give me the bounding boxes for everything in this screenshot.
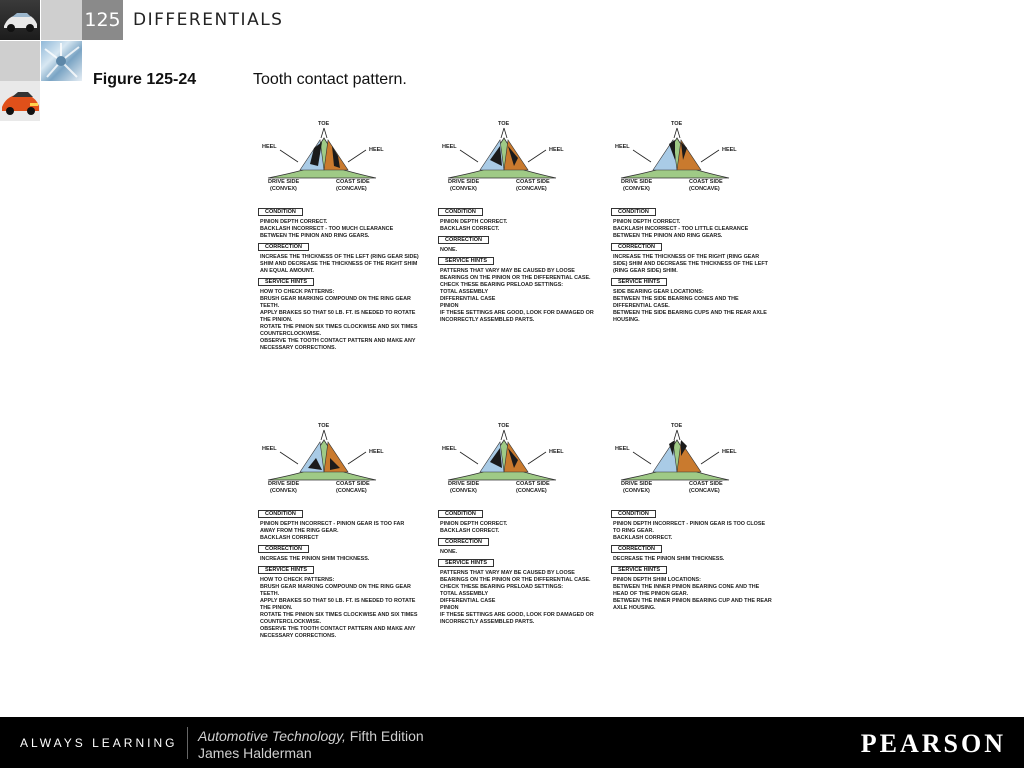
publisher-logo: PEARSON	[860, 729, 1006, 758]
toe-label: TOE	[318, 121, 330, 127]
book-edition: Fifth Edition	[345, 728, 424, 744]
drive-side-sublabel: (CONVEX)	[270, 186, 297, 192]
toe-arrow	[324, 430, 327, 440]
correction-text: NONE.	[440, 247, 458, 253]
heel-label-left: HEEL	[262, 446, 277, 452]
service-hints-text: PATTERNS THAT VARY MAY BE CAUSED BY LOOSE BEARINGS ON THE PINION OR THE DIFFERENTIAL CASE. CHECK THESE BEARING PRELOAD SETTINGS: TOTAL ASSEMBLY DIFFERENTIAL CASE PINION IF THESE SETTINGS ARE GOOD, LOOK FOR DAMAGED OR INCORRECTLY ASSEMBLED PARTS.	[440, 570, 594, 625]
figure-caption: Tooth contact pattern.	[253, 71, 407, 88]
drive-side-label: DRIVE SIDE	[448, 481, 480, 487]
condition-label: CONDITION	[611, 510, 656, 518]
coast-side-sublabel: (CONCAVE)	[689, 488, 720, 494]
drive-side-label: DRIVE SIDE	[268, 179, 300, 185]
condition-text: PINION DEPTH CORRECT. BACKLASH CORRECT.	[440, 219, 508, 232]
condition-text: PINION DEPTH INCORRECT - PINION GEAR IS TOO FAR AWAY FROM THE RING GEAR. BACKLASH CORRECT	[260, 521, 405, 541]
service-hints-label: SERVICE HINTS	[258, 566, 314, 574]
coast-side-sublabel: (CONCAVE)	[336, 186, 367, 192]
car-thumbnail-2	[0, 81, 40, 121]
heel-label-right: HEEL	[549, 147, 564, 153]
toe-label: TOE	[498, 121, 510, 127]
car-thumbnail-1	[0, 0, 40, 40]
service-hints-label: SERVICE HINTS	[438, 257, 494, 265]
coast-side-face	[504, 442, 528, 472]
toe-arrow	[501, 128, 504, 138]
coast-side-label: COAST SIDE	[336, 179, 370, 185]
toe-arrow	[504, 128, 507, 138]
toe-label: TOE	[671, 423, 683, 429]
coast-side-face	[504, 140, 528, 170]
contact-pattern-panel	[438, 422, 613, 712]
condition-text: PINION DEPTH INCORRECT - PINION GEAR IS TOO CLOSE TO RING GEAR. BACKLASH CORRECT.	[613, 521, 766, 541]
contact-pattern-panel	[258, 120, 433, 410]
gray-thumbnail	[0, 41, 40, 81]
drive-side-label: DRIVE SIDE	[621, 481, 653, 487]
heel-label-left: HEEL	[615, 446, 630, 452]
toe-arrow	[501, 430, 504, 440]
drive-side-sublabel: (CONVEX)	[270, 488, 297, 494]
footer-bar	[0, 717, 1024, 768]
toe-arrow	[321, 430, 324, 440]
correction-text: INCREASE THE THICKNESS OF THE LEFT (RING GEAR SIDE) SHIM AND DECREASE THE THICKNESS OF THE RIGHT SHIM AN EQUAL AMOUNT.	[260, 254, 419, 274]
heel-arrow-right	[701, 150, 719, 162]
service-hints-label: SERVICE HINTS	[611, 278, 667, 286]
heel-arrow-left	[633, 452, 651, 464]
correction-label: CORRECTION	[611, 243, 662, 251]
correction-label: CORRECTION	[258, 243, 309, 251]
condition-label: CONDITION	[438, 208, 483, 216]
toe-label: TOE	[318, 423, 330, 429]
toe-arrow	[674, 430, 677, 440]
drive-side-sublabel: (CONVEX)	[623, 186, 650, 192]
heel-label-right: HEEL	[722, 147, 737, 153]
header-gray-block	[41, 0, 82, 40]
chapter-title: DIFFERENTIALS	[133, 10, 284, 30]
heel-arrow-left	[280, 452, 298, 464]
contact-pattern-panel	[611, 422, 786, 712]
coast-side-label: COAST SIDE	[516, 179, 550, 185]
condition-label: CONDITION	[258, 510, 303, 518]
correction-label: CORRECTION	[438, 538, 489, 546]
drive-side-sublabel: (CONVEX)	[623, 488, 650, 494]
condition-label: CONDITION	[438, 510, 483, 518]
footer-divider	[187, 727, 188, 759]
service-hints-label: SERVICE HINTS	[611, 566, 667, 574]
heel-label-left: HEEL	[262, 144, 277, 150]
correction-label: CORRECTION	[611, 545, 662, 553]
book-credit	[198, 728, 424, 762]
heel-label-left: HEEL	[442, 446, 457, 452]
drive-side-label: DRIVE SIDE	[268, 481, 300, 487]
heel-label-left: HEEL	[615, 144, 630, 150]
drive-side-sublabel: (CONVEX)	[450, 488, 477, 494]
condition-label: CONDITION	[258, 208, 303, 216]
heel-arrow-right	[528, 452, 546, 464]
coast-side-label: COAST SIDE	[689, 481, 723, 487]
coast-side-sublabel: (CONCAVE)	[689, 186, 720, 192]
service-hints-text: PINION DEPTH SHIM LOCATIONS: BETWEEN THE INNER PINION BEARING CONE AND THE HEAD OF THE PINION GEAR. BETWEEN THE INNER PINION BEARING CUP AND THE REAR AXLE HOUSING.	[613, 577, 772, 611]
service-hints-label: SERVICE HINTS	[438, 559, 494, 567]
toe-arrow	[677, 430, 680, 440]
contact-pattern-panel	[611, 120, 786, 410]
book-title: Automotive Technology,	[198, 728, 346, 744]
heel-label-right: HEEL	[369, 449, 384, 455]
service-hints-text: SIDE BEARING GEAR LOCATIONS: BETWEEN THE SIDE BEARING CONES AND THE DIFFERENTIAL CASE. BETWEEN THE SIDE BEARING CUPS AND THE REAR AXLE HOUSING.	[613, 289, 767, 323]
coast-side-face	[677, 140, 701, 170]
heel-label-right: HEEL	[369, 147, 384, 153]
heel-arrow-right	[348, 452, 366, 464]
toe-arrow	[504, 430, 507, 440]
correction-text: NONE.	[440, 549, 458, 555]
heel-arrow-right	[701, 452, 719, 464]
toe-arrow	[677, 128, 680, 138]
drive-side-sublabel: (CONVEX)	[450, 186, 477, 192]
coast-side-label: COAST SIDE	[689, 179, 723, 185]
coast-side-sublabel: (CONCAVE)	[336, 488, 367, 494]
drive-side-label: DRIVE SIDE	[621, 179, 653, 185]
correction-text: INCREASE THE THICKNESS OF THE RIGHT (RING GEAR SIDE) SHIM AND DECREASE THE THICKNESS OF THE LEFT (RING GEAR SIDE) SHIM.	[613, 254, 768, 274]
coast-side-face	[677, 442, 701, 472]
coast-side-sublabel: (CONCAVE)	[516, 488, 547, 494]
condition-text: PINION DEPTH CORRECT. BACKLASH INCORRECT - TOO MUCH CLEARANCE BETWEEN THE PINION AND RING GEARS.	[260, 219, 394, 239]
toe-arrow	[321, 128, 324, 138]
heel-label-right: HEEL	[722, 449, 737, 455]
heel-arrow-right	[348, 150, 366, 162]
heel-arrow-left	[460, 452, 478, 464]
drive-side-label: DRIVE SIDE	[448, 179, 480, 185]
book-author: James Halderman	[198, 745, 312, 761]
chapter-number: 125	[82, 0, 123, 40]
heel-label-left: HEEL	[442, 144, 457, 150]
toe-arrow	[324, 128, 327, 138]
condition-text: PINION DEPTH CORRECT. BACKLASH INCORRECT - TOO LITTLE CLEARANCE BETWEEN THE PINION AND RING GEARS.	[613, 219, 749, 239]
correction-text: INCREASE THE PINION SHIM THICKNESS.	[260, 556, 370, 562]
contact-pattern-panel	[258, 422, 433, 712]
condition-text: PINION DEPTH CORRECT. BACKLASH CORRECT.	[440, 521, 508, 534]
heel-arrow-left	[460, 150, 478, 162]
toe-arrow	[674, 128, 677, 138]
coast-side-label: COAST SIDE	[336, 481, 370, 487]
service-hints-text: PATTERNS THAT VARY MAY BE CAUSED BY LOOSE BEARINGS ON THE PINION OR THE DIFFERENTIAL CASE. CHECK THESE BEARING PRELOAD SETTINGS: TOTAL ASSEMBLY DIFFERENTIAL CASE PINION IF THESE SETTINGS ARE GOOD, LOOK FOR DAMAGED OR INCORRECTLY ASSEMBLED PARTS.	[440, 268, 594, 323]
toe-label: TOE	[671, 121, 683, 127]
condition-label: CONDITION	[611, 208, 656, 216]
correction-label: CORRECTION	[438, 236, 489, 244]
coast-side-sublabel: (CONCAVE)	[516, 186, 547, 192]
heel-arrow-right	[528, 150, 546, 162]
service-hints-label: SERVICE HINTS	[258, 278, 314, 286]
contact-pattern-panel	[438, 120, 613, 410]
coast-side-label: COAST SIDE	[516, 481, 550, 487]
correction-text: DECREASE THE PINION SHIM THICKNESS.	[613, 556, 725, 562]
heel-arrow-left	[280, 150, 298, 162]
heel-arrow-left	[633, 150, 651, 162]
service-hints-text: HOW TO CHECK PATTERNS: BRUSH GEAR MARKING COMPOUND ON THE RING GEAR TEETH. APPLY BRAKES SO THAT 50 LB. FT. IS NEEDED TO ROTATE THE PINION. ROTATE THE PINION SIX TIMES CLOCKWISE AND SIX TIMES COUNTERCLOCKWISE. OBSERVE THE TOOTH CONTACT PATTERN AND MAKE ANY NECESSARY CORRECTIONS.	[260, 577, 418, 639]
always-learning-label: ALWAYS LEARNING	[20, 736, 178, 750]
turbine-thumbnail	[41, 41, 82, 81]
correction-label: CORRECTION	[258, 545, 309, 553]
toe-label: TOE	[498, 423, 510, 429]
figure-label: Figure 125-24	[93, 71, 197, 88]
header-thumbnails	[0, 0, 82, 122]
service-hints-text: HOW TO CHECK PATTERNS: BRUSH GEAR MARKING COMPOUND ON THE RING GEAR TEETH. APPLY BRAKES SO THAT 50 LB. FT. IS NEEDED TO ROTATE THE PINION. ROTATE THE PINION SIX TIMES CLOCKWISE AND SIX TIMES COUNTERCLOCKWISE. OBSERVE THE TOOTH CONTACT PATTERN AND MAKE ANY NECESSARY CORRECTIONS.	[260, 289, 418, 351]
heel-label-right: HEEL	[549, 449, 564, 455]
